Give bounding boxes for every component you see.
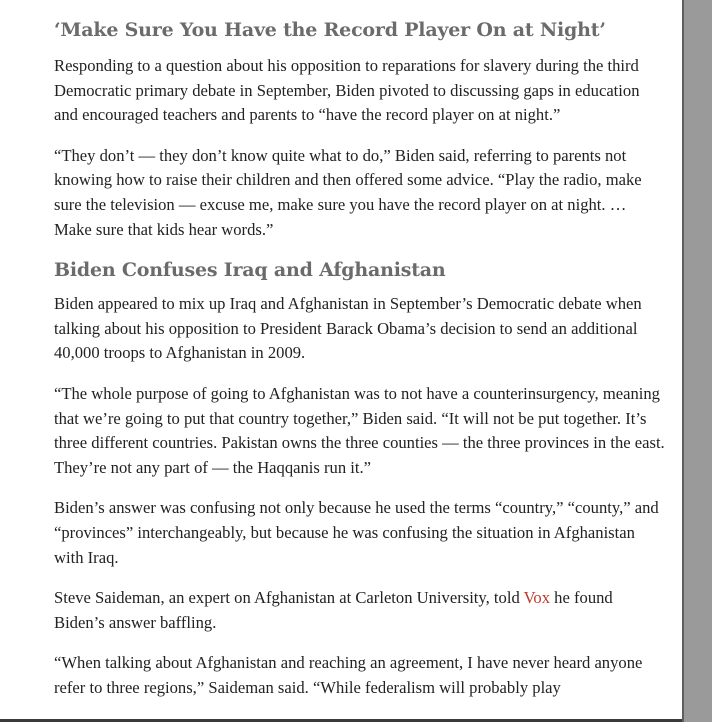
paragraph: Responding to a question about his opposition to reparations for slavery during the third Democratic primary debate in September, Biden pivoted to discussing gaps in education and encouraged teachers and parents to “have the record player on at night.” (54, 56, 640, 125)
vox-link[interactable]: Vox (523, 588, 551, 608)
article-body (54, 8, 666, 716)
section-heading-iraq-afghanistan: Biden Confuses Iraq and Afghanistan (54, 259, 446, 282)
paragraph: “They don’t — they don’t know quite what to do,” Biden said, referring to parents not knowing how to raise their children and then offered some advice. “Play the radio, make sure the television — excuse me, make sure you have the record player on at night. … Make sure that kids hear words.” (54, 145, 642, 239)
paragraph-text: Steve Saideman, an expert on Afghanistan at Carleton University, told (54, 588, 524, 608)
scrollbar[interactable] (684, 0, 712, 722)
paragraph: Biden’s answer was confusing not only because he used the terms “country,” “county,” and “provinces” interchangeably, but because he was confusing the situation in Afghanistan with Iraq. (54, 498, 659, 567)
paragraph: “When talking about Afghanistan and reaching an agreement, I have never heard anyone refer to three regions,” Saideman said. “While federalism will probably play (54, 653, 643, 697)
paragraph (54, 586, 666, 635)
section-heading-record-player: ‘Make Sure You Have the Record Player On at Night’ (54, 19, 606, 41)
paragraph: Biden appeared to mix up Iraq and Afghanistan in September’s Democratic debate when talking about his opposition to President Barack Obama’s decision to send an additional 40,000 troops to Afghanistan in 2009. (54, 294, 642, 363)
paragraph-text: he found Biden’s answer baffling. (54, 588, 613, 632)
paragraph: “The whole purpose of going to Afghanistan was to not have a counterinsurgency, meaning that we’re going to put that country together,” Biden said. “It will not be put together. It’s three different countries. Pakistan owns the three counties — the three provinces in the east. They’re not any part of — the Haqqanis run it.” (54, 383, 665, 477)
